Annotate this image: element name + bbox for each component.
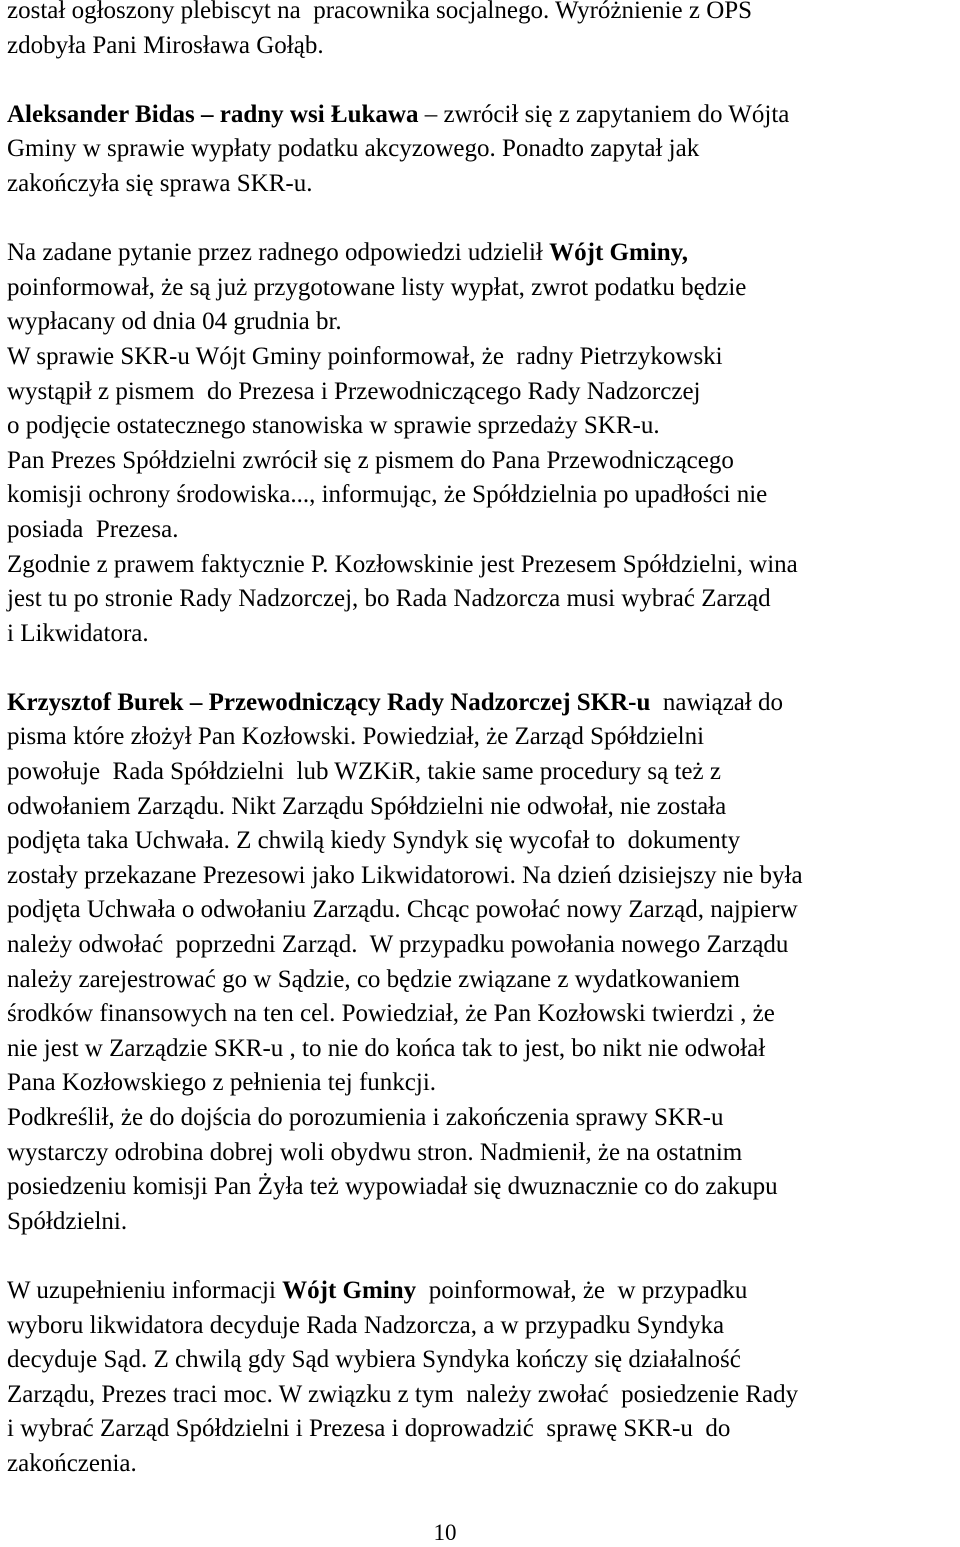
text-line [7, 0, 955, 29]
paragraph-gap [7, 1239, 955, 1274]
text-line [7, 859, 955, 894]
text-line [7, 997, 955, 1032]
text-line [7, 1447, 955, 1482]
text-run: wyboru likwidatora decyduje Rada Nadzorcza, a w przypadku Syndyka [7, 1311, 725, 1339]
text-line [7, 340, 955, 375]
text-run: i wybrać Zarząd Spółdzielni i Prezesa i doprowadzić sprawę SKR-u do [7, 1415, 731, 1443]
text-run: zostały przekazane Prezesowi jako Likwidatorowi. Na dzień dzisiejszy nie była [7, 861, 803, 889]
text-run: zdobyła Pani Mirosława Gołąb. [7, 31, 324, 59]
text-run: wypłacany od dnia 04 grudnia br. [7, 308, 342, 336]
text-run: posiedzeniu komisji Pan Żyła też wypowiadał się dwuznacznie co do zakupu [7, 1173, 778, 1201]
text-line [7, 132, 955, 167]
text-run: W uzupełnieniu informacji [7, 1276, 283, 1304]
page-number: 10 [433, 1520, 457, 1545]
text-run: został ogłoszony plebiscyt na pracownika socjalnego. Wyróżnienie z OPS [7, 0, 753, 24]
text-run: wystąpił z pismem do Prezesa i Przewodniczącego Rady Nadzorczej [7, 377, 701, 405]
text-run: Gminy w sprawie wypłaty podatku akcyzowego. Ponadto zapytał jak [7, 135, 700, 163]
text-run: zakończenia. [7, 1449, 137, 1477]
text-run: zakończyła się sprawa SKR-u. [7, 169, 313, 197]
text-run: podjęta Uchwała o odwołaniu Zarządu. Chcąc powołać nowy Zarząd, najpierw [7, 896, 798, 924]
text-line [7, 1274, 955, 1309]
text-line [7, 1378, 955, 1413]
paragraph [7, 98, 955, 202]
text-run: wystarczy odrobina dobrej woli obydwu stron. Nadmienił, że na ostatnim [7, 1138, 743, 1166]
text-line [7, 444, 955, 479]
paragraph-gap [7, 63, 955, 98]
text-line [7, 167, 955, 202]
text-line [7, 271, 955, 306]
text-line [7, 375, 955, 410]
text-run: – zwrócił się z zapytaniem do Wójta [418, 100, 790, 128]
text-run: pisma które złożył Pan Kozłowski. Powiedział, że Zarząd Spółdzielni [7, 723, 705, 751]
text-line [7, 963, 955, 998]
text-line [7, 305, 955, 340]
text-run: decyduje Sąd. Z chwilą gdy Sąd wybiera Syndyka kończy się działalność [7, 1346, 741, 1374]
paragraph-gap [7, 202, 955, 237]
text-run: Pana Kozłowskiego z pełnienia tej funkcji. [7, 1069, 437, 1097]
document-page [7, 0, 955, 1482]
text-run: powołuje Rada Spółdzielni lub WZKiR, takie same procedury są też z [7, 758, 721, 786]
text-line [7, 1343, 955, 1378]
text-line [7, 1412, 955, 1447]
text-run: posiada Prezesa. [7, 515, 179, 543]
text-line [7, 582, 955, 617]
text-line [7, 1136, 955, 1171]
text-run: należy zarejestrować go w Sądzie, co będzie związane z wydatkowaniem [7, 965, 740, 993]
text-line [7, 409, 955, 444]
text-run: o podjęcie ostatecznego stanowiska w sprawie sprzedaży SKR-u. [7, 412, 660, 440]
text-run: jest tu po stronie Rady Nadzorczej, bo Rada Nadzorcza musi wybrać Zarząd [7, 585, 771, 613]
text-run: i Likwidatora. [7, 619, 149, 647]
text-line [7, 755, 955, 790]
text-run: Zgodnie z prawem faktycznie P. Kozłowskinie jest Prezesem Spółdzielni, wina [7, 550, 798, 578]
text-line [7, 548, 955, 583]
text-run: podjęta taka Uchwała. Z chwilą kiedy Syndyk się wycofał to dokumenty [7, 827, 741, 855]
bold-text: Wójt Gminy, [549, 239, 689, 267]
text-run: Podkreślił, że do dojścia do porozumienia i zakończenia sprawy SKR-u [7, 1104, 724, 1131]
text-run: W sprawie SKR-u Wójt Gminy poinformował, że radny Pietrzykowski [7, 342, 723, 370]
text-run: poinformował, że w przypadku [416, 1276, 748, 1304]
text-line [7, 478, 955, 513]
text-line [7, 1066, 955, 1101]
text-line [7, 1101, 955, 1136]
paragraph [7, 1274, 955, 1482]
paragraph-gap [7, 651, 955, 686]
text-line [7, 617, 955, 652]
bold-text: Wójt Gminy [282, 1276, 417, 1304]
bold-text: Aleksander Bidas – radny wsi Łukawa [7, 100, 419, 128]
text-line [7, 1032, 955, 1067]
text-run: należy odwołać poprzedni Zarząd. W przypadku powołania nowego Zarządu [7, 931, 789, 959]
text-line [7, 928, 955, 963]
text-line [7, 1170, 955, 1205]
text-run: Spółdzielni. [7, 1207, 128, 1235]
text-line [7, 790, 955, 825]
paragraph [7, 0, 955, 63]
text-line [7, 1309, 955, 1344]
bold-text: Krzysztof Burek – Przewodniczący Rady Nadzorczej SKR-u [7, 688, 651, 716]
text-run: nawiązał do [650, 688, 783, 716]
text-line [7, 513, 955, 548]
paragraph [7, 236, 955, 651]
text-run: Na zadane pytanie przez radnego odpowiedzi udzielił [7, 239, 550, 267]
paragraph [7, 686, 955, 1240]
text-run: komisji ochrony środowiska..., informując, że Spółdzielnia po upadłości nie [7, 481, 768, 509]
text-line [7, 98, 955, 133]
text-run: Pan Prezes Spółdzielni zwrócił się z pismem do Pana Przewodniczącego [7, 446, 734, 474]
text-line [7, 720, 955, 755]
text-run: środków finansowych na ten cel. Powiedział, że Pan Kozłowski twierdzi , że [7, 1000, 775, 1028]
text-line [7, 29, 955, 64]
text-line [7, 1205, 955, 1240]
text-run: nie jest w Zarządzie SKR-u , to nie do końca tak to jest, bo nikt nie odwołał [7, 1034, 766, 1062]
text-run: poinformował, że są już przygotowane listy wypłat, zwrot podatku będzie [7, 273, 747, 301]
text-line [7, 236, 955, 271]
text-line [7, 824, 955, 859]
text-line [7, 893, 955, 928]
text-line [7, 686, 955, 721]
text-run: Zarządu, Prezes traci moc. W związku z tym należy zwołać posiedzenie Rady [7, 1380, 799, 1408]
text-run: odwołaniem Zarządu. Nikt Zarządu Spółdzielni nie odwołał, nie została [7, 792, 727, 820]
